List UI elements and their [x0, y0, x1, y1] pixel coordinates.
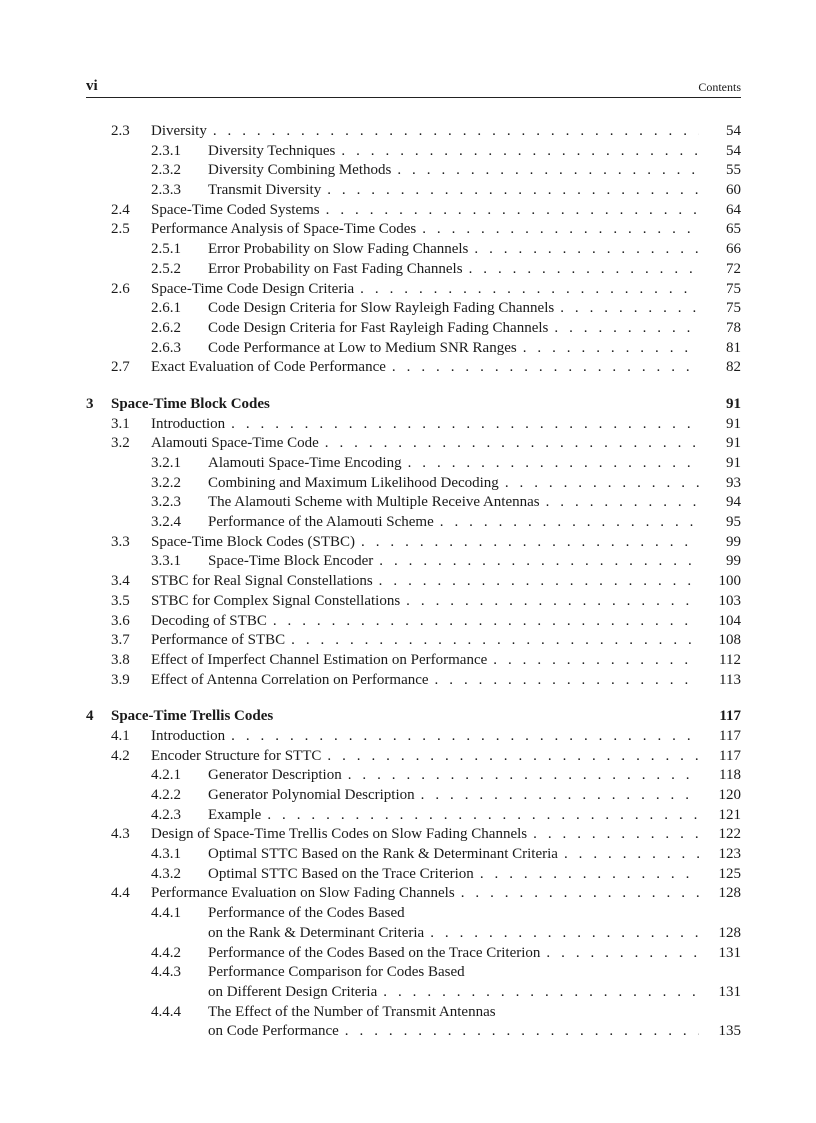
toc-entry-page: 117: [719, 727, 741, 744]
toc-entry[interactable]: [86, 592, 741, 612]
toc-chapter-entry[interactable]: [86, 395, 741, 415]
toc-entry-page: 99: [726, 533, 741, 550]
dot-leader: [546, 944, 699, 964]
toc-entry[interactable]: [86, 963, 741, 983]
toc-entry[interactable]: [86, 1022, 741, 1042]
toc-entry[interactable]: [86, 845, 741, 865]
toc-entry[interactable]: [86, 1003, 741, 1023]
toc-entry[interactable]: [86, 513, 741, 533]
toc-entry-page: 78: [726, 319, 741, 336]
toc-entry-number: 4.2.2: [151, 787, 181, 803]
toc-entry-title: Error Probability on Fast Fading Channels: [208, 260, 463, 277]
toc-entry[interactable]: [86, 493, 741, 513]
toc-entry-number: 2.6.3: [151, 339, 181, 356]
toc-entry-page: 64: [726, 201, 741, 218]
toc-entry[interactable]: [86, 319, 741, 339]
toc-entry-page: 65: [726, 221, 741, 238]
toc-entry[interactable]: [86, 280, 741, 300]
toc-entry-page: 128: [718, 885, 741, 902]
dot-leader: [408, 454, 699, 474]
toc-entry[interactable]: [86, 612, 741, 632]
toc-entry-number: 4.2.1: [151, 767, 181, 784]
toc-entry-page: 128: [718, 924, 741, 941]
toc-entry[interactable]: [86, 358, 741, 378]
toc-entry-page: 60: [726, 182, 741, 199]
toc-entry-title: Introduction: [151, 727, 226, 744]
toc-entry[interactable]: [86, 983, 741, 1003]
dot-leader: [435, 671, 699, 691]
toc-entry-page: 91: [726, 395, 741, 412]
toc-entry-page: 104: [718, 612, 741, 629]
toc-entry[interactable]: [86, 454, 741, 474]
toc-entry-number: 4.2: [111, 747, 130, 764]
toc-entry[interactable]: [86, 142, 741, 162]
table-of-contents: [86, 122, 741, 1042]
toc-entry-page: 99: [726, 553, 741, 570]
toc-entry-title: Alamouti Space-Time Encoding: [208, 455, 402, 471]
toc-entry-title: Example: [208, 806, 262, 823]
toc-entry-title: Generator Description: [208, 767, 342, 784]
toc-entry-title: Alamouti Space-Time Code: [151, 435, 319, 452]
toc-entry-page: 55: [726, 162, 741, 179]
toc-entry-page: 82: [726, 359, 741, 376]
running-header: [86, 76, 741, 98]
toc-entry-title: Decoding of STBC: [151, 612, 267, 629]
toc-entry[interactable]: [86, 181, 741, 201]
toc-entry-title: on Different Design Criteria: [208, 983, 378, 1000]
toc-entry-title: Code Design Criteria for Slow Rayleigh Fading Channels: [208, 300, 555, 317]
toc-entry-title: Space-Time Block Codes: [111, 395, 270, 412]
dot-leader: [469, 260, 699, 280]
toc-entry-title: STBC for Real Signal Constellations: [151, 573, 373, 590]
dot-leader: [440, 513, 699, 533]
dot-leader: [379, 552, 699, 572]
dot-leader: [474, 240, 699, 260]
toc-entry-number: 3.1: [111, 415, 130, 432]
dot-leader: [546, 493, 699, 513]
toc-entry-title: Error Probability on Slow Fading Channels: [208, 241, 469, 258]
dot-leader: [493, 651, 699, 671]
toc-entry-number: 3.8: [111, 651, 130, 668]
toc-entry[interactable]: [86, 434, 741, 454]
toc-entry-title: The Effect of the Number of Transmit Antennas: [208, 1003, 496, 1020]
toc-entry-number: 4.3: [111, 826, 130, 843]
toc-entry[interactable]: [86, 552, 741, 572]
toc-entry-number: 4.4: [111, 885, 130, 902]
toc-entry-number: 3.2: [111, 435, 130, 452]
toc-entry-title: Performance Analysis of Space-Time Codes: [151, 221, 417, 238]
toc-entry-title: Space-Time Trellis Codes: [111, 708, 274, 725]
toc-entry[interactable]: [86, 299, 741, 319]
dot-leader: [325, 434, 699, 454]
toc-entry-page: 135: [718, 1023, 741, 1040]
toc-entry-title: Combining and Maximum Likelihood Decoding: [208, 474, 499, 491]
dot-leader: [406, 592, 699, 612]
toc-entry[interactable]: [86, 572, 741, 592]
dot-leader: [267, 806, 699, 826]
toc-entry-title: Introduction: [151, 415, 226, 432]
toc-entry[interactable]: [86, 201, 741, 221]
toc-entry-title: on the Rank & Determinant Criteria: [208, 924, 425, 941]
dot-leader: [231, 415, 699, 435]
toc-entry-number: 2.6.2: [151, 319, 181, 336]
toc-entry-page: 117: [719, 747, 741, 764]
toc-entry[interactable]: [86, 474, 741, 494]
toc-entry[interactable]: [86, 825, 741, 845]
toc-entry-title: Design of Space-Time Trellis Codes on Slow Fading Channels: [151, 826, 528, 843]
toc-entry-number: 2.4: [111, 201, 130, 218]
dot-leader: [379, 572, 699, 592]
toc-entry[interactable]: [86, 161, 741, 181]
toc-entry-number: 3.2.2: [151, 474, 181, 491]
toc-entry-title: The Alamouti Scheme with Multiple Receive Antennas: [208, 494, 540, 511]
toc-entry-number: 4.3.2: [151, 865, 181, 882]
toc-chapter-entry[interactable]: [86, 707, 741, 727]
toc-entry-title: Performance of the Codes Based: [208, 905, 405, 922]
toc-entry[interactable]: [86, 533, 741, 553]
toc-entry-page: 54: [726, 123, 741, 139]
toc-entry-number: 4.3.1: [151, 846, 181, 863]
dot-leader: [273, 612, 699, 632]
dot-leader: [341, 142, 699, 162]
toc-entry-page: 75: [726, 280, 741, 297]
toc-entry-page: 120: [718, 787, 741, 803]
dot-leader: [564, 845, 699, 865]
dot-leader: [348, 766, 699, 786]
dot-leader: [422, 220, 699, 240]
toc-entry-title: Diversity: [151, 123, 207, 139]
toc-entry-page: 54: [726, 142, 741, 159]
toc-entry-title: Transmit Diversity: [208, 182, 322, 199]
toc-entry-number: 3.4: [111, 573, 130, 590]
toc-entry[interactable]: [86, 122, 741, 142]
toc-entry-page: 91: [726, 455, 741, 471]
toc-entry[interactable]: [86, 220, 741, 240]
toc-entry-number: 4.4.2: [151, 944, 181, 961]
toc-entry[interactable]: [86, 671, 741, 691]
dot-leader: [554, 319, 699, 339]
toc-entry-number: 2.3.2: [151, 162, 181, 179]
dot-leader: [523, 339, 699, 359]
toc-entry[interactable]: [86, 806, 741, 826]
toc-entry[interactable]: [86, 339, 741, 359]
toc-entry-number: 3.6: [111, 612, 130, 629]
toc-entry-number: 4.4.1: [151, 905, 181, 922]
toc-entry[interactable]: [86, 766, 741, 786]
toc-entry-number: 2.6.1: [151, 300, 181, 317]
toc-entry-number: 3.2.1: [151, 455, 181, 471]
toc-entry-number: 4.2.3: [151, 806, 181, 823]
toc-entry-page: 131: [718, 983, 741, 1000]
toc-entry-number: 2.3: [111, 123, 130, 139]
toc-entry-title: Space-Time Block Encoder: [208, 553, 374, 570]
toc-entry-page: 112: [719, 651, 741, 668]
toc-entry-title: Exact Evaluation of Code Performance: [151, 359, 386, 376]
dot-leader: [397, 161, 699, 181]
toc-entry-number: 3.2.4: [151, 514, 181, 531]
toc-entry-page: 122: [718, 826, 741, 843]
toc-entry-page: 113: [719, 671, 741, 688]
toc-entry-page: 123: [718, 846, 741, 863]
toc-entry-page: 93: [726, 474, 741, 491]
toc-entry[interactable]: [86, 865, 741, 885]
dot-leader: [231, 727, 699, 747]
toc-entry[interactable]: [86, 924, 741, 944]
toc-entry-number: 2.5.1: [151, 241, 181, 258]
dot-leader: [560, 299, 699, 319]
dot-leader: [213, 122, 699, 142]
toc-entry[interactable]: [86, 786, 741, 806]
toc-entry-page: 108: [718, 632, 741, 649]
toc-entry[interactable]: [86, 240, 741, 260]
toc-entry-title: Diversity Techniques: [208, 142, 336, 159]
toc-entry-number: 3.2.3: [151, 494, 181, 511]
dot-leader: [392, 358, 699, 378]
toc-entry-number: 3.3.1: [151, 553, 181, 570]
toc-entry-title: Space-Time Block Codes (STBC): [151, 533, 356, 550]
toc-entry-title: Space-Time Coded Systems: [151, 201, 320, 218]
dot-leader: [430, 924, 699, 944]
toc-entry-title: Effect of Imperfect Channel Estimation on Performance: [151, 651, 488, 668]
toc-entry-title: Space-Time Code Design Criteria: [151, 280, 355, 297]
toc-entry-page: 121: [718, 806, 741, 823]
toc-entry-page: 91: [726, 415, 741, 432]
toc-entry-number: 4.4.3: [151, 964, 181, 981]
toc-entry-number: 4.1: [111, 727, 130, 744]
toc-entry-page: 117: [719, 708, 741, 725]
dot-leader: [505, 474, 699, 494]
page-number: vi: [86, 78, 98, 94]
toc-entry-title: Optimal STTC Based on the Rank & Determinant Criteria: [208, 846, 558, 863]
toc-entry-number: 3: [86, 395, 94, 412]
toc-entry-page: 95: [726, 514, 741, 531]
toc-entry-title: Performance of STBC: [151, 632, 286, 649]
toc-entry-title: Effect of Antenna Correlation on Performance: [151, 671, 429, 688]
toc-entry-number: 3.5: [111, 592, 130, 609]
toc-entry[interactable]: [86, 727, 741, 747]
toc-entry-title: Performance of the Codes Based on the Trace Criterion: [208, 944, 541, 961]
toc-entry-title: Generator Polynomial Description: [208, 787, 415, 803]
dot-leader: [345, 1022, 699, 1042]
dot-leader: [533, 825, 699, 845]
dot-leader: [421, 786, 699, 806]
toc-entry-title: Performance of the Alamouti Scheme: [208, 514, 434, 531]
toc-entry[interactable]: [86, 631, 741, 651]
toc-entry[interactable]: [86, 260, 741, 280]
toc-entry-number: 3.9: [111, 671, 130, 688]
toc-entry-title: Performance Comparison for Codes Based: [208, 964, 465, 981]
dot-leader: [461, 884, 699, 904]
dot-leader: [360, 280, 699, 300]
toc-entry-number: 2.5: [111, 221, 130, 238]
dot-leader: [291, 631, 699, 651]
toc-entry-page: 91: [726, 435, 741, 452]
toc-entry[interactable]: [86, 415, 741, 435]
dot-leader: [361, 533, 699, 553]
toc-entry-number: 2.3.3: [151, 182, 181, 199]
dot-leader: [327, 181, 699, 201]
toc-entry-number: 3.3: [111, 533, 130, 550]
toc-entry-page: 66: [726, 241, 741, 258]
dot-leader: [327, 747, 699, 767]
dot-leader: [383, 983, 699, 1003]
toc-entry-title: Code Design Criteria for Fast Rayleigh Fading Channels: [208, 319, 549, 336]
toc-entry[interactable]: [86, 651, 741, 671]
toc-entry-title: Diversity Combining Methods: [208, 162, 392, 179]
toc-entry-title: on Code Performance: [208, 1023, 339, 1040]
toc-entry-number: 4.4.4: [151, 1003, 181, 1020]
toc-entry-page: 75: [726, 300, 741, 317]
toc-entry-title: Performance Evaluation on Slow Fading Channels: [151, 885, 455, 902]
toc-entry-page: 131: [718, 944, 741, 961]
toc-entry-page: 125: [718, 865, 741, 882]
toc-entry-title: Encoder Structure for STTC: [151, 747, 322, 764]
dot-leader: [480, 865, 699, 885]
toc-entry-page: 81: [726, 339, 741, 356]
toc-entry-page: 100: [718, 573, 741, 590]
toc-entry-number: 2.3.1: [151, 142, 181, 159]
toc-entry-title: Code Performance at Low to Medium SNR Ranges: [208, 339, 517, 356]
toc-entry[interactable]: [86, 884, 741, 904]
toc-entry-number: 2.7: [111, 359, 130, 376]
dot-leader: [326, 201, 699, 221]
toc-entry[interactable]: [86, 904, 741, 924]
toc-entry-number: 4: [86, 708, 94, 725]
toc-entry-page: 118: [719, 767, 741, 784]
toc-entry-page: 72: [726, 260, 741, 277]
toc-entry[interactable]: [86, 944, 741, 964]
toc-entry-page: 103: [718, 592, 741, 609]
toc-entry-number: 2.6: [111, 280, 130, 297]
toc-entry-page: 94: [726, 494, 741, 511]
toc-entry-title: Optimal STTC Based on the Trace Criterion: [208, 865, 474, 882]
toc-entry-number: 2.5.2: [151, 260, 181, 277]
toc-entry[interactable]: [86, 747, 741, 767]
toc-entry-number: 3.7: [111, 632, 130, 649]
toc-entry-title: STBC for Complex Signal Constellations: [151, 592, 401, 609]
running-title: Contents: [698, 80, 741, 94]
